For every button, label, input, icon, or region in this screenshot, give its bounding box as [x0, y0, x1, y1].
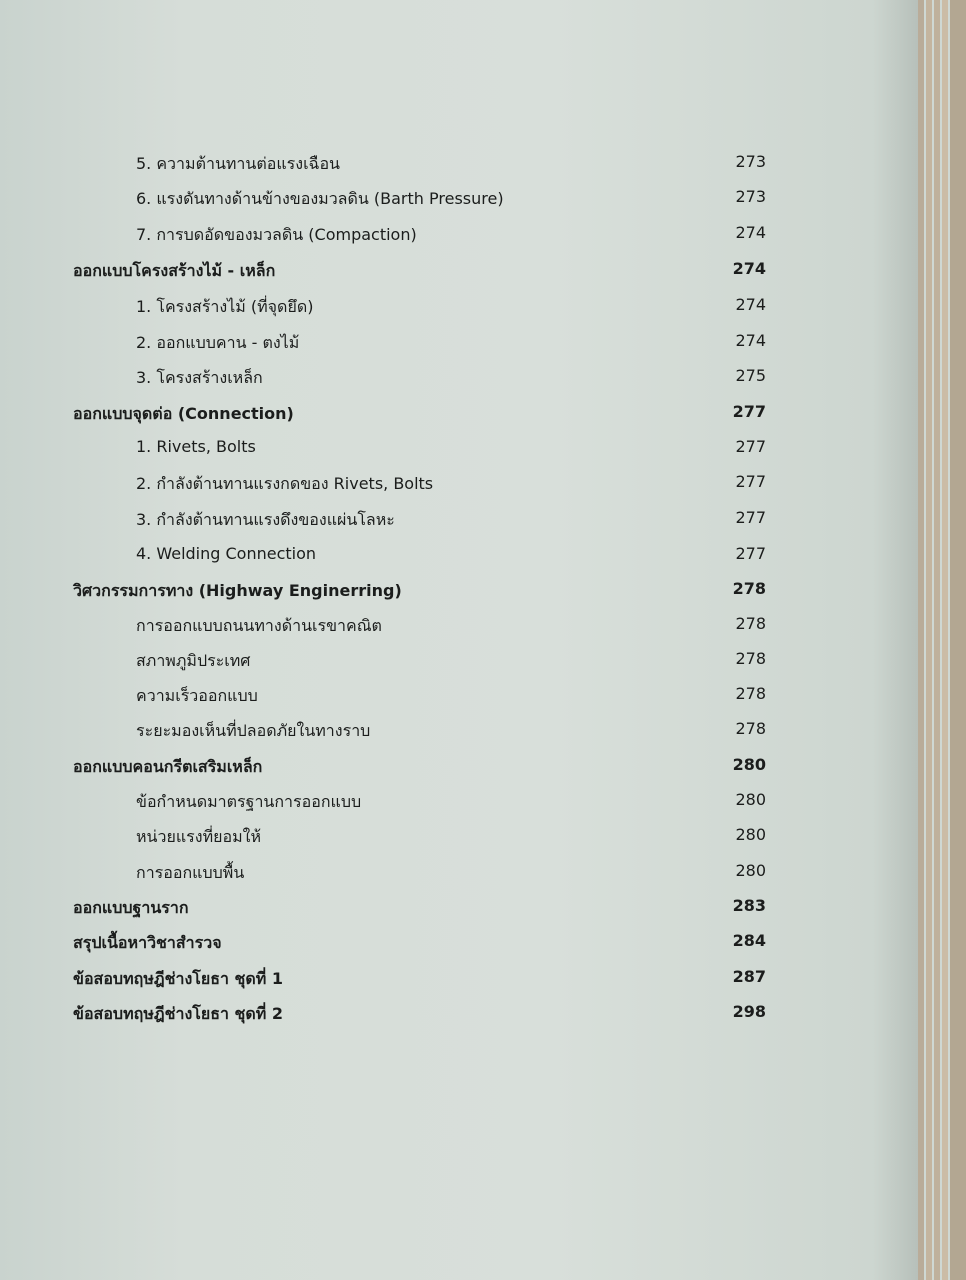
toc-page-number: 278	[735, 719, 766, 738]
toc-entry-title: 3. โครงสร้างเหล็ก	[136, 368, 263, 387]
toc-subentry	[0, 861, 966, 891]
toc-entry-title: 3. กำลังต้านทานแรงดึงของแผ่นโลหะ	[136, 510, 395, 529]
toc-page-number: 273	[735, 187, 766, 206]
toc-entry-title: ข้อสอบทฤษฎีช่างโยธา ชุดที่ 2	[73, 1004, 284, 1023]
toc-entry-title: 5. ความต้านทานต่อแรงเฉือน	[136, 154, 340, 173]
toc-subentry	[0, 152, 966, 182]
toc-entry-title: 1. โครงสร้างไม้ (ที่จุดยึด)	[136, 297, 314, 316]
toc-subentry	[0, 366, 966, 396]
toc-page-number: 274	[735, 223, 766, 242]
toc-entry-title: ออกแบบจุดต่อ (Connection)	[73, 404, 294, 423]
toc-page-number: 277	[735, 437, 766, 456]
toc-subentry	[0, 544, 966, 574]
toc-entry-title: 6. แรงดันทางด้านข้างของมวลดิน (Barth Pressure)	[136, 189, 504, 208]
toc-page-number: 278	[735, 649, 766, 668]
toc-entry-title: ระยะมองเห็นที่ปลอดภัยในทางราบ	[136, 721, 371, 740]
toc-page-number: 277	[732, 402, 766, 421]
toc-section-entry	[0, 1002, 966, 1032]
toc-subentry	[0, 508, 966, 538]
toc-section-entry	[0, 755, 966, 785]
toc-page-number: 278	[732, 579, 766, 598]
toc-entry-title: ออกแบบโครงสร้างไม้ - เหล็ก	[73, 261, 276, 280]
toc-section-entry	[0, 896, 966, 926]
toc-entry-title: ออกแบบฐานราก	[73, 898, 189, 917]
toc-section-entry	[0, 579, 966, 609]
toc-page-number: 280	[735, 825, 766, 844]
toc-entry-title: วิศวกรรมการทาง (Highway Enginerring)	[73, 581, 402, 600]
toc-entry-title: 2. ออกแบบคาน - ตงไม้	[136, 333, 300, 352]
toc-page-number: 280	[732, 755, 766, 774]
toc-entry-title: ออกแบบคอนกรีตเสริมเหล็ก	[73, 757, 263, 776]
toc-page-number: 280	[735, 790, 766, 809]
toc-page-number: 275	[735, 366, 766, 385]
toc-page-number: 284	[732, 931, 766, 950]
toc-subentry	[0, 223, 966, 253]
toc-entry-title: ความเร็วออกแบบ	[136, 686, 258, 705]
toc-subentry	[0, 437, 966, 467]
toc-entry-title: การออกแบบถนนทางด้านเรขาคณิต	[136, 616, 382, 635]
toc-entry-title: ข้อสอบทฤษฎีช่างโยธา ชุดที่ 1	[73, 969, 284, 988]
toc-subentry	[0, 472, 966, 502]
toc-page-number: 274	[735, 331, 766, 350]
toc-page-number: 277	[735, 472, 766, 491]
toc-page-number: 280	[735, 861, 766, 880]
toc-subentry	[0, 719, 966, 749]
toc-page-number: 298	[732, 1002, 766, 1021]
toc-entry-title: สรุปเนื้อหาวิชาสำรวจ	[73, 933, 222, 952]
toc-entry-title: การออกแบบพื้น	[136, 863, 245, 882]
toc-entry-title: 4. Welding Connection	[136, 544, 317, 563]
toc-entry-title: 2. กำลังต้านทานแรงกดของ Rivets, Bolts	[136, 474, 434, 493]
toc-subentry	[0, 790, 966, 820]
toc-page-number: 283	[732, 896, 766, 915]
toc-page-number: 273	[735, 152, 766, 171]
toc-entry-title: 7. การบดอัดของมวลดิน (Compaction)	[136, 225, 417, 244]
toc-page-number: 274	[732, 259, 766, 278]
toc-subentry	[0, 187, 966, 217]
toc-entry-title: 1. Rivets, Bolts	[136, 437, 256, 456]
toc-page-number: 287	[732, 967, 766, 986]
toc-page-number: 277	[735, 508, 766, 527]
toc-subentry	[0, 649, 966, 679]
toc-page-number: 277	[735, 544, 766, 563]
toc-entry-title: หน่วยแรงที่ยอมให้	[136, 827, 261, 846]
toc-subentry	[0, 684, 966, 714]
toc-page-number: 278	[735, 684, 766, 703]
toc-subentry	[0, 331, 966, 361]
toc-subentry	[0, 614, 966, 644]
toc-entry-title: ข้อกำหนดมาตรฐานการออกแบบ	[136, 792, 362, 811]
toc-page-number: 278	[735, 614, 766, 633]
toc-section-entry	[0, 402, 966, 432]
toc-subentry	[0, 825, 966, 855]
toc-section-entry	[0, 931, 966, 961]
toc-subentry	[0, 295, 966, 325]
toc-page-number: 274	[735, 295, 766, 314]
toc-section-entry	[0, 967, 966, 997]
toc-entry-title: สภาพภูมิประเทศ	[136, 651, 251, 670]
toc-section-entry	[0, 259, 966, 289]
